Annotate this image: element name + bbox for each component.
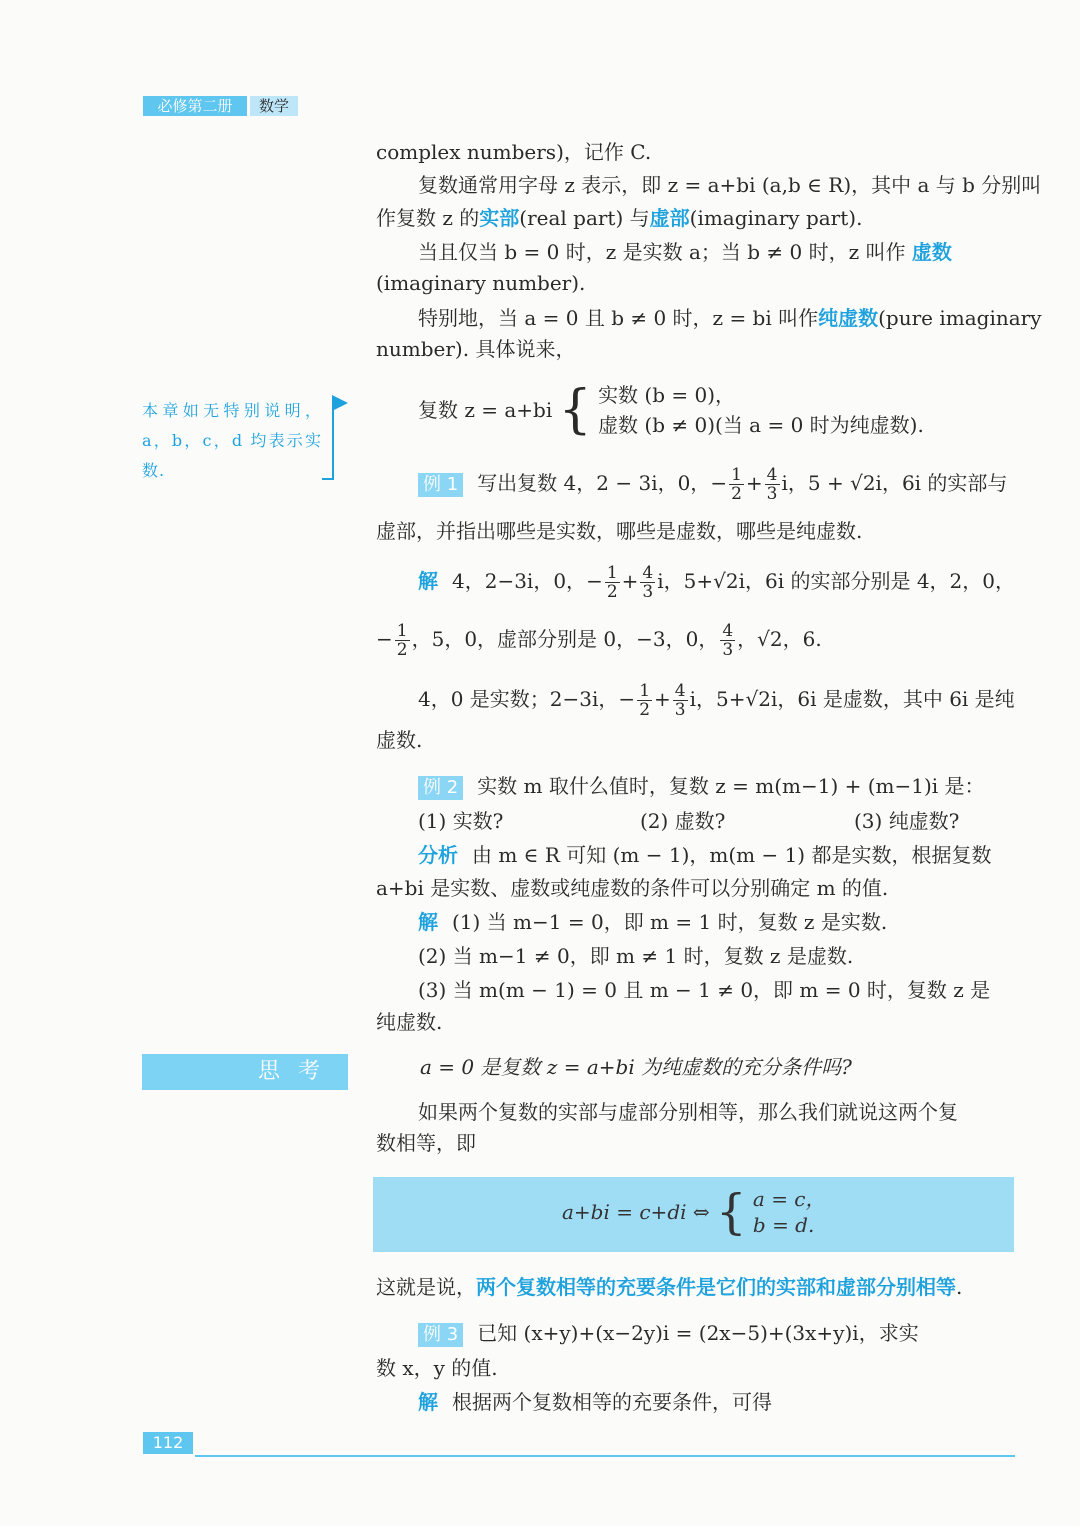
text-line: 虚数.: [376, 728, 423, 752]
text-line: 纯虚数.: [376, 1010, 443, 1034]
subject-tab: 数学: [250, 96, 298, 116]
text: 由 m ∈ R 可知 (m − 1)，m(m − 1) 都是实数，根据复数: [472, 843, 992, 867]
fraction: $\frac{1}{2}$: [639, 681, 651, 720]
case-imaginary: 虚数 (b ≠ 0)(当 a = 0 时为纯虚数).: [598, 413, 924, 437]
text: (pure imaginary: [878, 306, 1042, 330]
text: i，5+√2i，6i 是虚数，其中 6i 是纯: [689, 687, 1015, 711]
text-line: a+bi 是实数、虚数或纯虚数的条件可以分别确定 m 的值.: [376, 876, 889, 900]
text-line: [418, 239, 952, 265]
text-line: complex numbers)，记作 C.: [376, 140, 652, 164]
term-imaginary-number: 虚数: [911, 240, 952, 264]
solution-1-line: 解 4，2−3i，0，− $\frac{1}{2}$ + $\frac{4}{3}$ i，5+√2i，6i 的实部分别是 4，2，0，: [418, 563, 1016, 602]
think-label: 思考: [142, 1054, 348, 1090]
text: 4，2−3i，0，: [452, 569, 587, 593]
page-number: 112: [143, 1432, 193, 1454]
example-3-line: [418, 1320, 919, 1347]
fraction: $\frac{4}{3}$: [674, 681, 686, 720]
left-brace: {: [558, 380, 592, 440]
example-tag: 例 2: [418, 776, 463, 800]
text-line: 4，0 是实数；2−3i，− $\frac{1}{2}$ + $\frac{4}{3}$ i，5+√2i，6i 是虚数，其中 6i 是纯: [418, 681, 1015, 720]
question-3: (3) 纯虚数?: [854, 809, 960, 833]
text: (real part) 与: [519, 206, 650, 230]
term-imaginary-part: 虚部: [649, 206, 690, 230]
text: 实数 m 取什么值时，复数 z = m(m−1) + (m−1)i 是：: [477, 774, 985, 798]
text-line: number). 具体说来，: [376, 337, 576, 361]
fraction: $\frac{1}{2}$: [606, 563, 618, 602]
classification-formula: [418, 380, 924, 440]
example-tag: 例 3: [418, 1323, 463, 1347]
example-2-line: [418, 773, 985, 800]
case-real: 实数 (b = 0)，: [598, 383, 736, 407]
solution-tag: 解: [418, 569, 438, 593]
text: i，5 + √2i，6i 的实部与: [781, 471, 1008, 495]
question-2: (2) 虚数?: [640, 809, 726, 833]
text: ，√2，6.: [737, 627, 822, 651]
term-real-part: 实部: [479, 206, 520, 230]
margin-note-bracket: [322, 402, 334, 480]
text-line: (3) 当 m(m − 1) = 0 且 m − 1 ≠ 0，即 m = 0 时，复数 z 是: [418, 978, 991, 1002]
text-line: 数相等，即: [376, 1131, 476, 1155]
fraction: $\frac{1}{2}$: [731, 465, 742, 504]
text: 作复数 z 的: [376, 206, 480, 230]
formula-lhs: 复数 z = a+bi: [418, 398, 553, 422]
text-line: 复数通常用字母 z 表示，即 z = a+bi (a,b ∈ R)，其中 a 与 b 分别叫: [418, 173, 1042, 197]
analysis-line: [418, 842, 991, 868]
solution-3-line: [418, 1389, 772, 1415]
text-line: 数 x，y 的值.: [376, 1356, 498, 1380]
fraction: $\frac{4}{3}$: [766, 465, 778, 504]
think-question: a = 0 是复数 z = a+bi 为纯虚数的充分条件吗?: [420, 1055, 852, 1079]
solution-tag: 解: [418, 1390, 438, 1414]
example-1-line: 例 1 写出复数 4，2 − 3i，0，− $\frac{1}{2}$ + $\frac{4}{3}$ i，5 + √2i，6i 的实部与: [418, 466, 1007, 503]
question-1: (1) 实数?: [418, 809, 504, 833]
solution-tag: 解: [418, 910, 438, 934]
text: 4，0 是实数；2−3i，: [418, 687, 619, 711]
left-brace: {: [716, 1184, 747, 1240]
footer-rule: [195, 1455, 1015, 1457]
case-imag-equal: b = d.: [752, 1213, 815, 1237]
text: (1) 当 m−1 = 0，即 m = 1 时，复数 z 是实数.: [452, 910, 888, 934]
fraction: $\frac{1}{2}$: [396, 621, 408, 660]
text-line: (2) 当 m−1 ≠ 0，即 m ≠ 1 时，复数 z 是虚数.: [418, 944, 854, 968]
text: (imaginary part).: [689, 206, 863, 230]
text-line: 虚部，并指出哪些是实数，哪些是虚数，哪些是纯虚数.: [376, 519, 863, 543]
term-pure-imaginary: 纯虚数: [818, 306, 879, 330]
text-line: [418, 305, 1042, 331]
text-line: [376, 205, 862, 231]
text: 已知 (x+y)+(x−2y)i = (2x−5)+(3x+y)i，求实: [477, 1321, 919, 1345]
conclusion-line: [376, 1274, 962, 1300]
analysis-tag: 分析: [418, 843, 458, 867]
text: 当且仅当 b = 0 时，z 是实数 a；当 b ≠ 0 时，z 叫作: [418, 240, 906, 264]
text: i，5+√2i，6i 的实部分别是 4，2，0，: [657, 569, 1016, 593]
case-real-equal: a = c，: [752, 1187, 826, 1211]
text: 这就是说，: [376, 1275, 476, 1299]
book-volume-tab: 必修第二册: [143, 96, 247, 116]
text: .: [956, 1275, 963, 1299]
text: ，5，0，虚部分别是 0，−3，0，: [411, 627, 719, 651]
cases: [753, 1186, 826, 1238]
text: 根据两个复数相等的充要条件，可得: [452, 1390, 772, 1414]
text-line: (imaginary number).: [376, 271, 586, 295]
text: 特别地，当 a = 0 且 b ≠ 0 时，z = bi 叫作: [418, 306, 819, 330]
cases: [598, 380, 924, 440]
fraction: $\frac{4}{3}$: [642, 563, 654, 602]
formula-lhs: a+bi = c+di ⇔: [562, 1200, 710, 1224]
triangle-arrow-icon: [332, 395, 348, 411]
key-statement: 两个复数相等的充要条件是它们的实部和虚部分别相等: [476, 1275, 956, 1299]
text-line: 如果两个复数的实部与虚部分别相等，那么我们就说这两个复: [418, 1100, 958, 1124]
margin-note: 本章如无特别说明，a，b，c，d 均表示实数.: [142, 401, 322, 480]
solution-2-line: [418, 909, 887, 935]
example-tag: 例 1: [418, 473, 463, 497]
equality-formula: [562, 1186, 826, 1238]
text: 写出复数 4，2 − 3i，0，: [477, 471, 711, 495]
fraction: $\frac{4}{3}$: [722, 621, 734, 660]
text-line: − $\frac{1}{2}$ ，5，0，虚部分别是 0，−3，0， $\frac{4}{3}$ ，√2，6.: [376, 621, 822, 660]
